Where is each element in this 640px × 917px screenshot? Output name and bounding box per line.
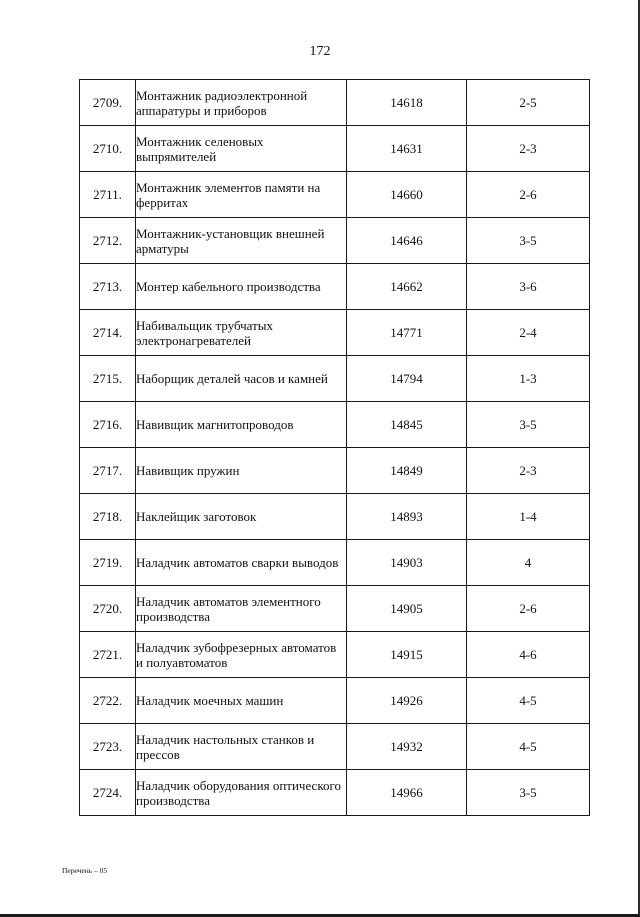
row-number-cell: 2713.	[80, 264, 136, 310]
row-number-cell: 2719.	[80, 540, 136, 586]
row-number-cell: 2716.	[80, 402, 136, 448]
profession-code-cell: 14926	[347, 678, 467, 724]
grade-range-cell: 4-5	[467, 678, 590, 724]
profession-name-cell: Наладчик оборудования оптического производства	[136, 770, 347, 816]
table-row	[80, 218, 590, 264]
profession-table	[79, 79, 590, 816]
profession-name-cell: Набивальщик трубчатых электронагревателей	[136, 310, 347, 356]
row-number-cell: 2712.	[80, 218, 136, 264]
profession-name-cell: Монтажник элементов памяти на ферритах	[136, 172, 347, 218]
profession-code-cell: 14849	[347, 448, 467, 494]
row-number-cell: 2718.	[80, 494, 136, 540]
row-number-cell: 2710.	[80, 126, 136, 172]
row-number-cell: 2711.	[80, 172, 136, 218]
grade-range-cell: 4	[467, 540, 590, 586]
profession-name-cell: Монтажник радиоэлектронной аппаратуры и приборов	[136, 80, 347, 126]
grade-range-cell: 2-4	[467, 310, 590, 356]
profession-name-cell: Монтер кабельного производства	[136, 264, 347, 310]
row-number-cell: 2709.	[80, 80, 136, 126]
profession-name-cell: Наладчик зубофрезерных автоматов и полуавтоматов	[136, 632, 347, 678]
table-row	[80, 356, 590, 402]
row-number-cell: 2721.	[80, 632, 136, 678]
grade-range-cell: 2-6	[467, 586, 590, 632]
profession-name-cell: Наклейщик заготовок	[136, 494, 347, 540]
grade-range-cell: 3-5	[467, 770, 590, 816]
footer-document-code: Перечень – 05	[62, 866, 108, 875]
profession-table-body	[80, 80, 590, 816]
table-row	[80, 80, 590, 126]
row-number-cell: 2724.	[80, 770, 136, 816]
grade-range-cell: 1-3	[467, 356, 590, 402]
profession-code-cell: 14966	[347, 770, 467, 816]
grade-range-cell: 1-4	[467, 494, 590, 540]
profession-code-cell: 14646	[347, 218, 467, 264]
profession-name-cell: Навивщик пружин	[136, 448, 347, 494]
page-number: 172	[309, 44, 331, 59]
profession-code-cell: 14903	[347, 540, 467, 586]
row-number-cell: 2715.	[80, 356, 136, 402]
profession-code-cell: 14631	[347, 126, 467, 172]
table-row	[80, 310, 590, 356]
table-row	[80, 402, 590, 448]
row-number-cell: 2720.	[80, 586, 136, 632]
profession-code-cell: 14660	[347, 172, 467, 218]
grade-range-cell: 2-5	[467, 80, 590, 126]
profession-name-cell: Навивщик магнитопроводов	[136, 402, 347, 448]
profession-name-cell: Наладчик автоматов сварки выводов	[136, 540, 347, 586]
profession-code-cell: 14845	[347, 402, 467, 448]
profession-code-cell: 14915	[347, 632, 467, 678]
table-row	[80, 724, 590, 770]
profession-code-cell: 14905	[347, 586, 467, 632]
table-row	[80, 632, 590, 678]
row-number-cell: 2722.	[80, 678, 136, 724]
table-row	[80, 264, 590, 310]
table-row	[80, 172, 590, 218]
grade-range-cell: 2-6	[467, 172, 590, 218]
table-row	[80, 586, 590, 632]
grade-range-cell: 4-5	[467, 724, 590, 770]
table-row	[80, 540, 590, 586]
profession-code-cell: 14771	[347, 310, 467, 356]
table-row	[80, 448, 590, 494]
grade-range-cell: 2-3	[467, 126, 590, 172]
profession-name-cell: Монтажник-установщик внешней арматуры	[136, 218, 347, 264]
grade-range-cell: 2-3	[467, 448, 590, 494]
profession-code-cell: 14893	[347, 494, 467, 540]
row-number-cell: 2723.	[80, 724, 136, 770]
grade-range-cell: 3-6	[467, 264, 590, 310]
profession-name-cell: Наладчик настольных станков и прессов	[136, 724, 347, 770]
table-row	[80, 494, 590, 540]
grade-range-cell: 3-5	[467, 402, 590, 448]
profession-name-cell: Наладчик автоматов элементного производства	[136, 586, 347, 632]
profession-name-cell: Монтажник селеновых выпрямителей	[136, 126, 347, 172]
row-number-cell: 2717.	[80, 448, 136, 494]
table-row	[80, 126, 590, 172]
profession-code-cell: 14618	[347, 80, 467, 126]
profession-code-cell: 14662	[347, 264, 467, 310]
row-number-cell: 2714.	[80, 310, 136, 356]
grade-range-cell: 3-5	[467, 218, 590, 264]
profession-name-cell: Наборщик деталей часов и камней	[136, 356, 347, 402]
grade-range-cell: 4-6	[467, 632, 590, 678]
profession-code-cell: 14794	[347, 356, 467, 402]
table-row	[80, 770, 590, 816]
profession-name-cell: Наладчик моечных машин	[136, 678, 347, 724]
table-row	[80, 678, 590, 724]
profession-code-cell: 14932	[347, 724, 467, 770]
